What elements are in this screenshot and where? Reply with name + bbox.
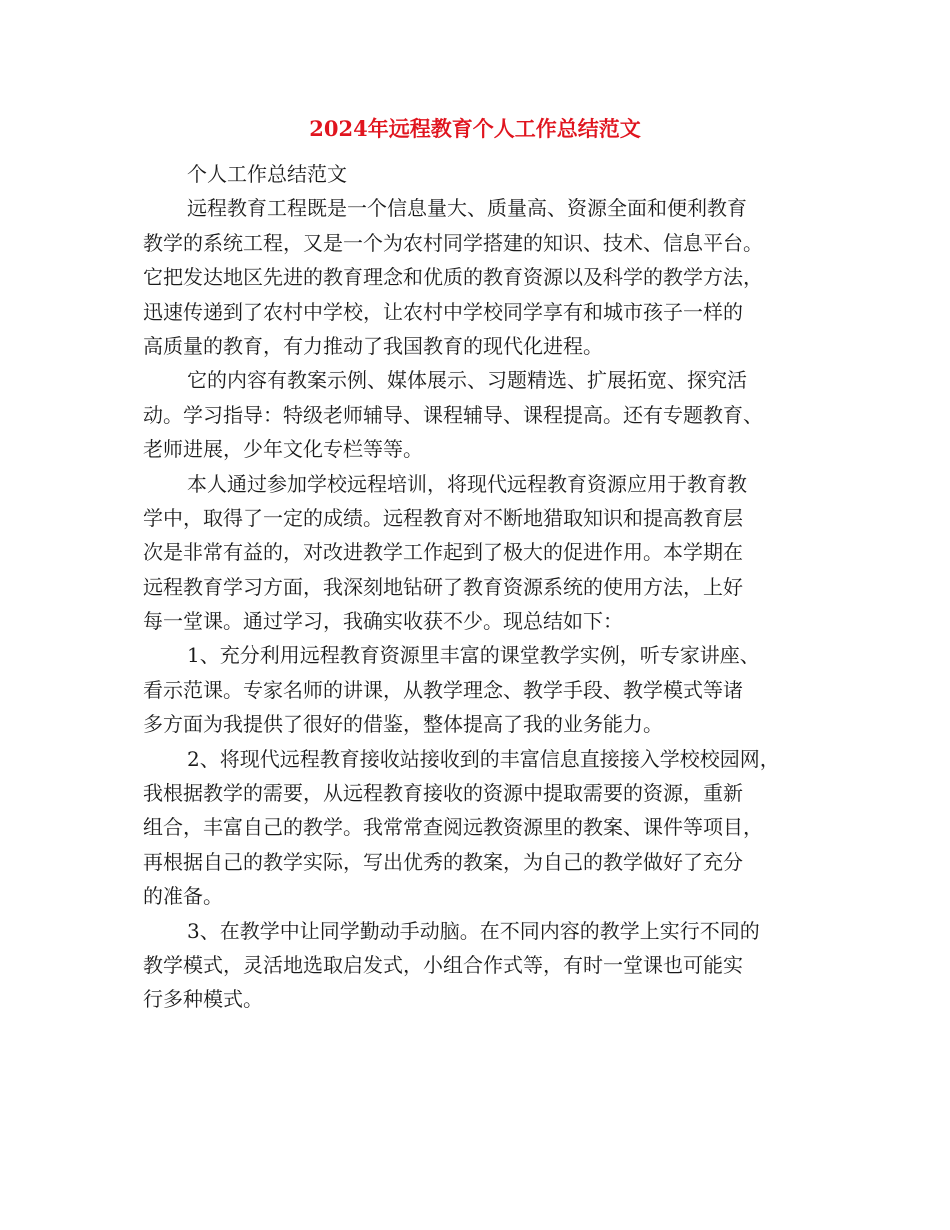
- paragraph: [143, 638, 823, 741]
- text-line: 高质量的教育，有力推动了我国教育的现代化进程。: [143, 333, 603, 358]
- text-line: 组合，丰富自己的教学。我常常查阅远教资源里的教案、课件等项目，: [143, 815, 763, 840]
- text-line: 多方面为我提供了很好的借鉴，整体提高了我的业务能力。: [143, 712, 663, 737]
- paragraph: [143, 914, 823, 1017]
- paragraph: [143, 363, 823, 466]
- document-title: 2024年远程教育个人工作总结范文: [309, 116, 641, 141]
- document-body: [143, 157, 823, 1017]
- text-line: 迅速传递到了农村中学校，让农村中学校同学享有和城市孩子一样的: [143, 299, 743, 324]
- text-line: 教学的系统工程，又是一个为农村同学搭建的知识、技术、信息平台。: [143, 230, 763, 255]
- text-line: 2、将现代远程教育接收站接收到的丰富信息直接接入学校校园网，: [187, 746, 780, 771]
- text-line: 行多种模式。: [143, 987, 263, 1012]
- text-line: 远程教育工程既是一个信息量大、质量高、资源全面和便利教育: [187, 196, 747, 221]
- paragraph-heading: [143, 157, 823, 191]
- text-line: 1、充分利用远程教育资源里丰富的课堂教学实例，听专家讲座、: [187, 643, 760, 668]
- text-line: 看示范课。专家名师的讲课，从教学理念、教学手段、教学模式等诸: [143, 677, 743, 702]
- text-line: 每一堂课。通过学习，我确实收获不少。现总结如下：: [143, 609, 623, 634]
- text-line: 它的内容有教案示例、媒体展示、习题精选、扩展拓宽、探究活: [187, 368, 747, 393]
- text-line: 再根据自己的教学实际，写出优秀的教案，为自己的教学做好了充分: [143, 849, 743, 874]
- text-line: 远程教育学习方面，我深刻地钻研了教育资源系统的使用方法，上好: [143, 574, 743, 599]
- text-line: 老师进展，少年文化专栏等等。: [143, 437, 423, 462]
- text-line: 我根据教学的需要，从远程教育接收的资源中提取需要的资源，重新: [143, 781, 743, 806]
- paragraph: [143, 467, 823, 639]
- text-line: 它把发达地区先进的教育理念和优质的教育资源以及科学的教学方法，: [143, 265, 763, 290]
- text-line: 的准备。: [143, 884, 223, 909]
- paragraph: [143, 191, 823, 363]
- text-line: 教学模式，灵活地选取启发式，小组合作式等，有时一堂课也可能实: [143, 952, 743, 977]
- text-line: 动。学习指导：特级老师辅导、课程辅导、课程提高。还有专题教育、: [143, 402, 763, 427]
- text-line: 次是非常有益的，对改进教学工作起到了极大的促进作用。本学期在: [143, 540, 743, 565]
- text-line: 本人通过参加学校远程培训，将现代远程教育资源应用于教育教: [187, 471, 747, 496]
- paragraph: [143, 742, 823, 914]
- text-line: 学中，取得了一定的成绩。远程教育对不断地猎取知识和提高教育层: [143, 505, 743, 530]
- text-line: 个人工作总结范文: [187, 162, 347, 186]
- text-line: 3、在教学中让同学勤动手动脑。在不同内容的教学上实行不同的: [187, 918, 760, 943]
